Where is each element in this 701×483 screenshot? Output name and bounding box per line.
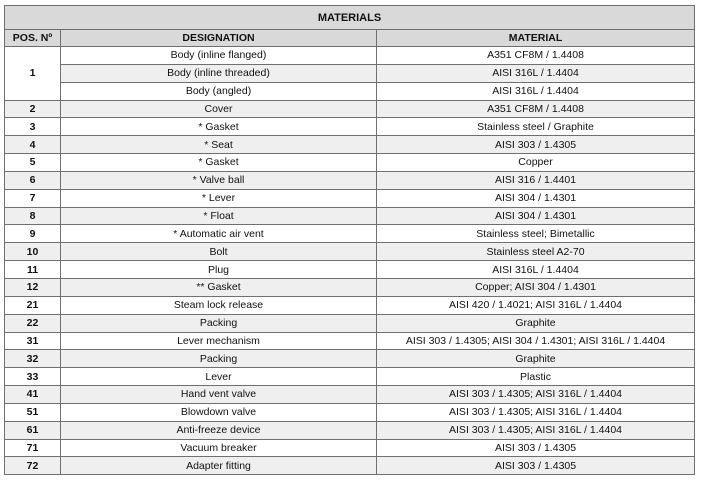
table-row — [5, 386, 695, 404]
row-designation: * Automatic air vent — [61, 225, 377, 243]
row-pos: 9 — [5, 225, 61, 243]
row-pos: 6 — [5, 171, 61, 189]
row-pos: 31 — [5, 332, 61, 350]
table-row — [5, 47, 695, 65]
row-pos: 51 — [5, 403, 61, 421]
table-title-row — [5, 6, 695, 30]
table-row — [5, 82, 695, 100]
table-row — [5, 100, 695, 118]
row-designation: Plug — [61, 261, 377, 279]
table-row — [5, 314, 695, 332]
row-material: AISI 304 / 1.4301 — [377, 189, 695, 207]
row-material: AISI 303 / 1.4305 — [377, 457, 695, 475]
table-row — [5, 207, 695, 225]
table-row — [5, 368, 695, 386]
table-row — [5, 457, 695, 475]
row-material: AISI 316L / 1.4404 — [377, 64, 695, 82]
row-pos: 10 — [5, 243, 61, 261]
row-pos: 4 — [5, 136, 61, 154]
row-pos: 71 — [5, 439, 61, 457]
row-pos: 33 — [5, 368, 61, 386]
row-pos: 32 — [5, 350, 61, 368]
row-pos: 5 — [5, 154, 61, 172]
row-designation: Adapter fitting — [61, 457, 377, 475]
header-material: MATERIAL — [377, 30, 695, 47]
row-designation: * Lever — [61, 189, 377, 207]
materials-table — [4, 5, 695, 475]
row-designation: Packing — [61, 350, 377, 368]
row-pos: 2 — [5, 100, 61, 118]
row-pos: 3 — [5, 118, 61, 136]
table-row — [5, 136, 695, 154]
row-material: Stainless steel A2-70 — [377, 243, 695, 261]
table-row — [5, 403, 695, 421]
row-designation: Hand vent valve — [61, 386, 377, 404]
row-material: AISI 303 / 1.4305; AISI 316L / 1.4404 — [377, 403, 695, 421]
row-designation: Body (inline threaded) — [61, 64, 377, 82]
row-material: Copper — [377, 154, 695, 172]
header-designation: DESIGNATION — [61, 30, 377, 47]
row-material: Stainless steel / Graphite — [377, 118, 695, 136]
row-pos: 8 — [5, 207, 61, 225]
row-designation: Vacuum breaker — [61, 439, 377, 457]
row-designation: * Valve ball — [61, 171, 377, 189]
row-pos: 61 — [5, 421, 61, 439]
row-material: Graphite — [377, 350, 695, 368]
table-row — [5, 261, 695, 279]
row-designation: * Float — [61, 207, 377, 225]
row-designation: Packing — [61, 314, 377, 332]
row-pos: 12 — [5, 278, 61, 296]
row-pos: 7 — [5, 189, 61, 207]
row-designation: Lever mechanism — [61, 332, 377, 350]
row-designation: Anti-freeze device — [61, 421, 377, 439]
table-row — [5, 225, 695, 243]
header-pos: POS. Nº — [5, 30, 61, 47]
row-material: Stainless steel; Bimetallic — [377, 225, 695, 243]
row-designation: * Seat — [61, 136, 377, 154]
row-designation: * Gasket — [61, 118, 377, 136]
row-designation: Lever — [61, 368, 377, 386]
table-row — [5, 278, 695, 296]
row-material: AISI 304 / 1.4301 — [377, 207, 695, 225]
row-designation: Body (angled) — [61, 82, 377, 100]
table-row — [5, 154, 695, 172]
table-row — [5, 332, 695, 350]
row-material: AISI 316L / 1.4404 — [377, 261, 695, 279]
row-designation: * Gasket — [61, 154, 377, 172]
row-material: A351 CF8M / 1.4408 — [377, 100, 695, 118]
table-header-row — [5, 30, 695, 47]
table-row — [5, 171, 695, 189]
row-material: AISI 303 / 1.4305 — [377, 439, 695, 457]
row-pos: 41 — [5, 386, 61, 404]
row-material: Plastic — [377, 368, 695, 386]
row-pos: 21 — [5, 296, 61, 314]
row-designation: Bolt — [61, 243, 377, 261]
table-row — [5, 118, 695, 136]
row-material: A351 CF8M / 1.4408 — [377, 47, 695, 65]
row-designation: Cover — [61, 100, 377, 118]
table-row — [5, 296, 695, 314]
row-designation: Body (inline flanged) — [61, 47, 377, 65]
row-material: AISI 316L / 1.4404 — [377, 82, 695, 100]
row-designation: Steam lock release — [61, 296, 377, 314]
table-row — [5, 439, 695, 457]
table-title: MATERIALS — [5, 6, 695, 30]
table-row — [5, 243, 695, 261]
row-pos: 22 — [5, 314, 61, 332]
row-material: AISI 420 / 1.4021; AISI 316L / 1.4404 — [377, 296, 695, 314]
row-material: Graphite — [377, 314, 695, 332]
row-pos: 11 — [5, 261, 61, 279]
row-material: Copper; AISI 304 / 1.4301 — [377, 278, 695, 296]
row-material: AISI 303 / 1.4305; AISI 316L / 1.4404 — [377, 421, 695, 439]
table-row — [5, 64, 695, 82]
row-material: AISI 303 / 1.4305; AISI 316L / 1.4404 — [377, 386, 695, 404]
row-designation: ** Gasket — [61, 278, 377, 296]
row-material: AISI 303 / 1.4305 — [377, 136, 695, 154]
row-designation: Blowdown valve — [61, 403, 377, 421]
row-pos: 72 — [5, 457, 61, 475]
row-pos: 1 — [5, 47, 61, 101]
row-material: AISI 316 / 1.4401 — [377, 171, 695, 189]
table-row — [5, 421, 695, 439]
table-row — [5, 350, 695, 368]
table-row — [5, 189, 695, 207]
row-material: AISI 303 / 1.4305; AISI 304 / 1.4301; AISI 316L / 1.4404 — [377, 332, 695, 350]
